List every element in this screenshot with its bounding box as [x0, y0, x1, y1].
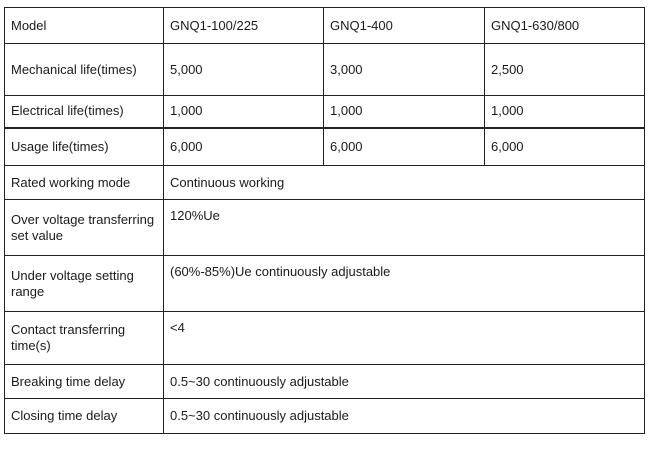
table-row-breaking-time-delay: [5, 365, 645, 399]
row-value-cell: 1,000: [324, 96, 485, 128]
row-label-cell: Usage life(times): [5, 128, 164, 166]
row-shared-value-cell: Continuous working: [164, 166, 645, 200]
row-value-cell: 6,000: [485, 128, 645, 166]
header-model-cell: GNQ1-630/800: [485, 8, 645, 44]
row-value-cell: 1,000: [164, 96, 324, 128]
row-label-cell: Mechanical life(times): [5, 44, 164, 96]
row-label-cell: Rated working mode: [5, 166, 164, 200]
row-label-cell: Under voltage setting range: [5, 256, 164, 312]
row-shared-value-cell: 0.5~30 continuously adjustable: [164, 365, 645, 399]
table-row-mechanical-life: [5, 44, 645, 96]
row-label-cell: Over voltage transferring set value: [5, 200, 164, 256]
header-row: [5, 8, 645, 44]
header-label-cell: Model: [5, 8, 164, 44]
table-row-over-voltage: [5, 200, 645, 256]
row-value-cell: 3,000: [324, 44, 485, 96]
header-model-cell: GNQ1-400: [324, 8, 485, 44]
header-model-cell: GNQ1-100/225: [164, 8, 324, 44]
row-shared-value-cell: 120%Ue: [164, 200, 645, 256]
row-value-cell: 5,000: [164, 44, 324, 96]
table-row-contact-transferring-time: [5, 312, 645, 365]
row-value-cell: 2,500: [485, 44, 645, 96]
row-value-cell: 6,000: [164, 128, 324, 166]
row-value-cell: 1,000: [485, 96, 645, 128]
row-shared-value-cell: (60%-85%)Ue continuously adjustable: [164, 256, 645, 312]
row-label-cell: Closing time delay: [5, 399, 164, 434]
table-row-under-voltage: [5, 256, 645, 312]
row-value-cell: 6,000: [324, 128, 485, 166]
row-label-cell: Breaking time delay: [5, 365, 164, 399]
row-shared-value-cell: 0.5~30 continuously adjustable: [164, 399, 645, 434]
row-label-cell: Contact transferring time(s): [5, 312, 164, 365]
table-row-electrical-life: [5, 96, 645, 128]
row-shared-value-cell: <4: [164, 312, 645, 365]
table-row-closing-time-delay: [5, 399, 645, 434]
table-row-rated-working-mode: [5, 166, 645, 200]
row-label-cell: Electrical life(times): [5, 96, 164, 128]
specification-table: [4, 7, 645, 434]
table-row-usage-life: [5, 128, 645, 166]
